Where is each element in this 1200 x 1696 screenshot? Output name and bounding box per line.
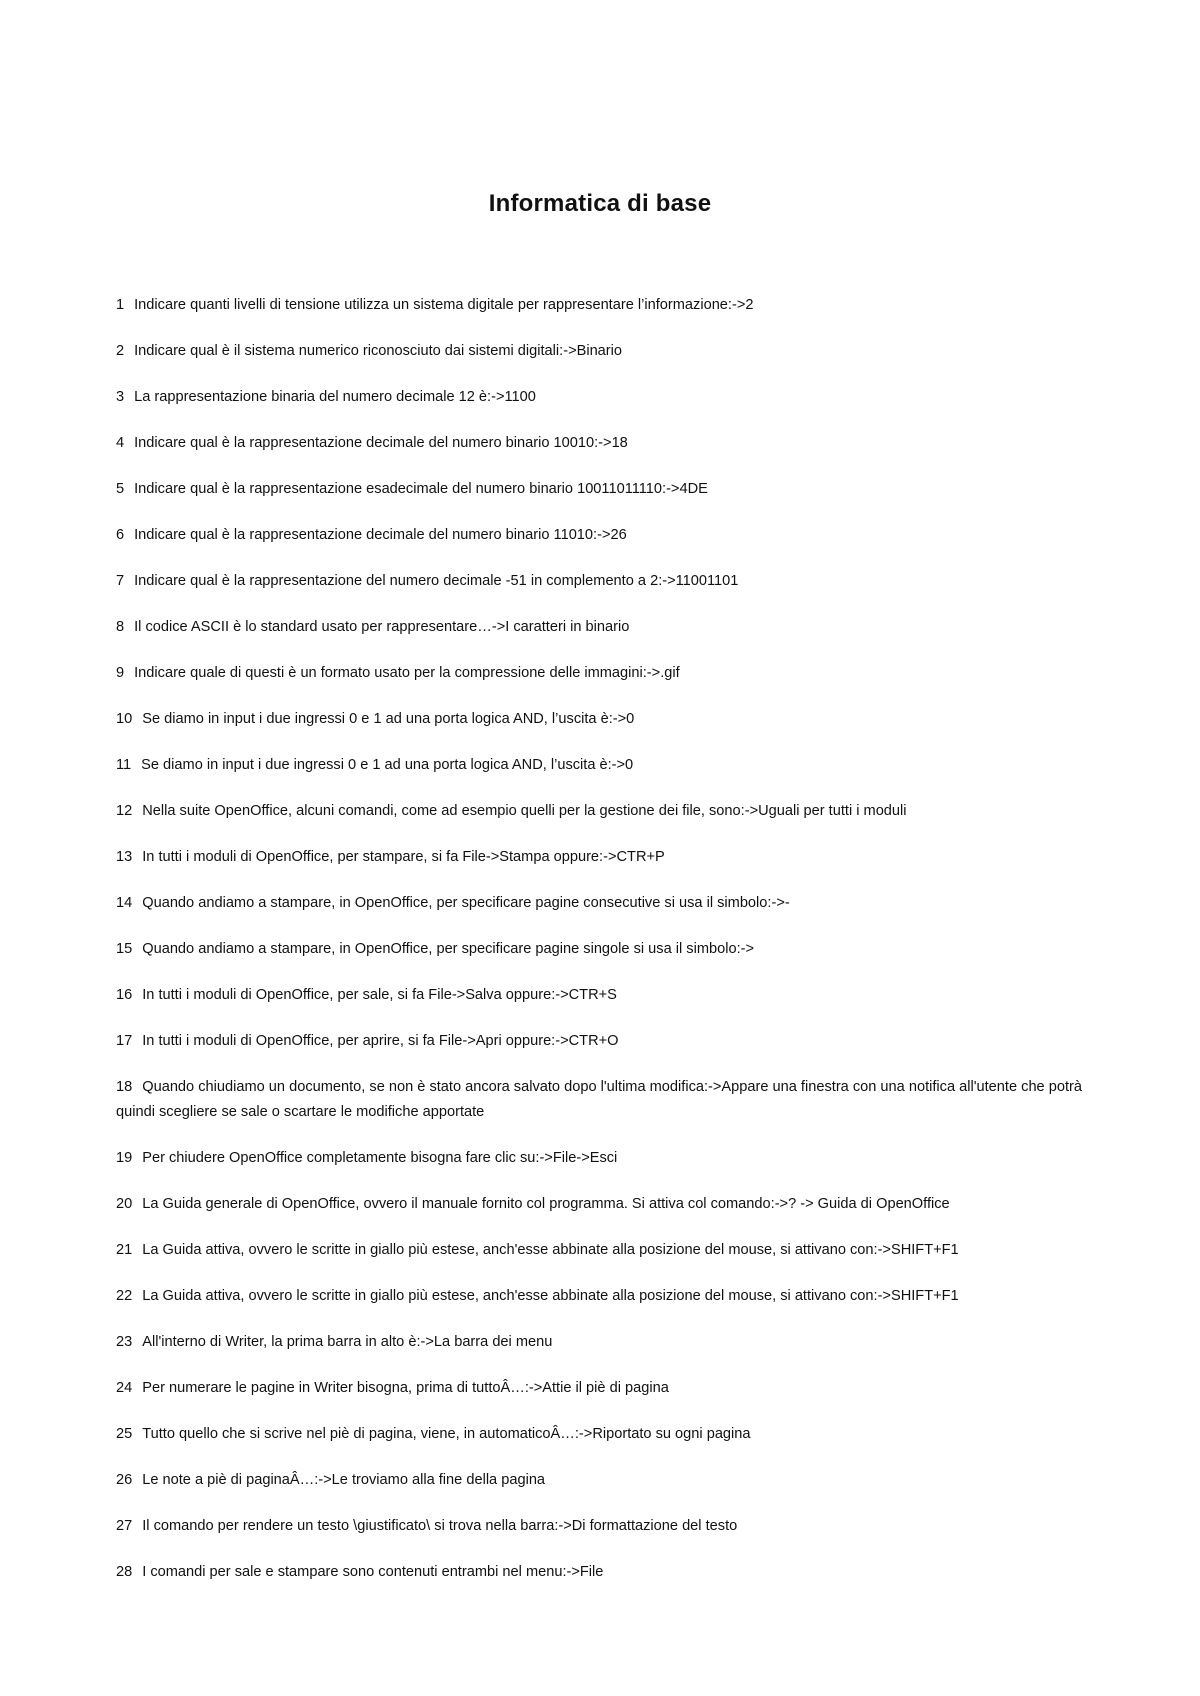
question-item [116, 1029, 1101, 1054]
question-text: I comandi per sale e stampare sono contenuti entrambi nel menu:->File [142, 1564, 604, 1580]
question-item [116, 1376, 1101, 1401]
question-number: 12 [116, 803, 133, 819]
question-number: 26 [116, 1472, 133, 1488]
question-item [116, 1238, 1101, 1263]
question-text: La Guida generale di OpenOffice, ovvero il manuale fornito col programma. Si attiva col comando:->? -> Guida di OpenOffice [142, 1196, 950, 1212]
question-number: 17 [116, 1033, 133, 1049]
question-text: Quando chiudiamo un documento, se non è stato ancora salvato dopo l'ultima modifica:->Appare una finestra con una notifica all'utente che potrà quindi scegliere se sale o scartare le modifiche apportate [116, 1079, 1082, 1120]
question-item [116, 385, 1101, 410]
question-item [116, 1514, 1101, 1539]
question-number: 18 [116, 1079, 133, 1095]
question-number: 8 [116, 619, 125, 635]
question-text: Per chiudere OpenOffice completamente bisogna fare clic su:->File->Esci [142, 1150, 618, 1166]
document-title: Informatica di base [488, 190, 712, 217]
question-item [116, 1075, 1101, 1125]
question-text: Indicare qual è la rappresentazione esadecimale del numero binario 10011011110:->4DE [134, 481, 708, 497]
question-number: 11 [116, 757, 132, 773]
question-number: 1 [116, 297, 125, 313]
question-text: Quando andiamo a stampare, in OpenOffice, per specificare pagine consecutive si usa il simbolo:->- [142, 895, 790, 911]
question-number: 3 [116, 389, 125, 405]
question-text: Il codice ASCII è lo standard usato per rappresentare…->I caratteri in binario [134, 619, 630, 635]
question-number: 22 [116, 1288, 133, 1304]
question-number: 23 [116, 1334, 133, 1350]
question-text: Indicare qual è il sistema numerico riconosciuto dai sistemi digitali:->Binario [134, 343, 623, 359]
question-item [116, 431, 1101, 456]
question-number: 19 [116, 1150, 133, 1166]
question-number: 10 [116, 711, 133, 727]
question-number: 13 [116, 849, 133, 865]
question-item [116, 477, 1101, 502]
question-number: 27 [116, 1518, 133, 1534]
question-number: 6 [116, 527, 125, 543]
question-item [116, 937, 1101, 962]
question-item [116, 569, 1101, 594]
question-number: 2 [116, 343, 125, 359]
question-item [116, 753, 1101, 778]
question-item [116, 845, 1101, 870]
question-text: Le note a piè di paginaÂ…:->Le troviamo alla fine della pagina [142, 1472, 546, 1488]
question-text: Se diamo in input i due ingressi 0 e 1 ad una porta logica AND, l’uscita è:->0 [141, 757, 634, 773]
question-number: 4 [116, 435, 125, 451]
question-number: 15 [116, 941, 133, 957]
question-text: Indicare qual è la rappresentazione decimale del numero binario 10010:->18 [134, 435, 628, 451]
question-item [116, 891, 1101, 916]
question-item [116, 707, 1101, 732]
question-item [116, 1468, 1101, 1493]
question-text: Quando andiamo a stampare, in OpenOffice, per specificare pagine singole si usa il simbolo:-> [142, 941, 755, 957]
question-item [116, 523, 1101, 548]
question-list [116, 293, 1101, 1606]
question-text: Per numerare le pagine in Writer bisogna, prima di tuttoÂ…:->Attie il piè di pagina [142, 1380, 669, 1396]
question-text: La rappresentazione binaria del numero decimale 12 è:->1100 [134, 389, 536, 405]
question-number: 24 [116, 1380, 133, 1396]
question-text: All'interno di Writer, la prima barra in alto è:->La barra dei menu [142, 1334, 553, 1350]
question-number: 14 [116, 895, 133, 911]
question-text: Il comando per rendere un testo \giustificato\ si trova nella barra:->Di formattazione del testo [142, 1518, 738, 1534]
question-text: Tutto quello che si scrive nel piè di pagina, viene, in automaticoÂ…:->Riportato su ogni pagina [142, 1426, 751, 1442]
question-text: In tutti i moduli di OpenOffice, per sale, si fa File->Salva oppure:->CTR+S [142, 987, 617, 1003]
question-item [116, 339, 1101, 364]
question-text: Indicare quale di questi è un formato usato per la compressione delle immagini:->.gif [134, 665, 680, 681]
question-item [116, 1192, 1101, 1217]
question-text: La Guida attiva, ovvero le scritte in giallo più estese, anch'esse abbinate alla posizione del mouse, si attivano con:->SHIFT+F1 [142, 1242, 959, 1258]
question-text: In tutti i moduli di OpenOffice, per aprire, si fa File->Apri oppure:->CTR+O [142, 1033, 619, 1049]
question-item [116, 799, 1101, 824]
question-text: Nella suite OpenOffice, alcuni comandi, come ad esempio quelli per la gestione dei file, sono:->Uguali per tutti i moduli [142, 803, 907, 819]
question-number: 21 [116, 1242, 133, 1258]
question-item [116, 983, 1101, 1008]
question-number: 5 [116, 481, 125, 497]
question-number: 7 [116, 573, 125, 589]
question-text: Indicare qual è la rappresentazione decimale del numero binario 11010:->26 [134, 527, 627, 543]
question-number: 9 [116, 665, 125, 681]
question-item [116, 1330, 1101, 1355]
question-number: 25 [116, 1426, 133, 1442]
question-item [116, 293, 1101, 318]
question-text: La Guida attiva, ovvero le scritte in giallo più estese, anch'esse abbinate alla posizione del mouse, si attivano con:->SHIFT+F1 [142, 1288, 959, 1304]
question-number: 20 [116, 1196, 133, 1212]
question-text: Indicare quanti livelli di tensione utilizza un sistema digitale per rappresentare l’informazione:->2 [134, 297, 754, 313]
question-number: 28 [116, 1564, 133, 1580]
question-item [116, 1422, 1101, 1447]
question-number: 16 [116, 987, 133, 1003]
question-text: Se diamo in input i due ingressi 0 e 1 ad una porta logica AND, l’uscita è:->0 [142, 711, 635, 727]
question-item [116, 1560, 1101, 1585]
question-text: In tutti i moduli di OpenOffice, per stampare, si fa File->Stampa oppure:->CTR+P [142, 849, 665, 865]
question-text: Indicare qual è la rappresentazione del numero decimale -51 in complemento a 2:->11001101 [134, 573, 739, 589]
question-item [116, 615, 1101, 640]
question-item [116, 1284, 1101, 1309]
question-item [116, 1146, 1101, 1171]
question-item [116, 661, 1101, 686]
